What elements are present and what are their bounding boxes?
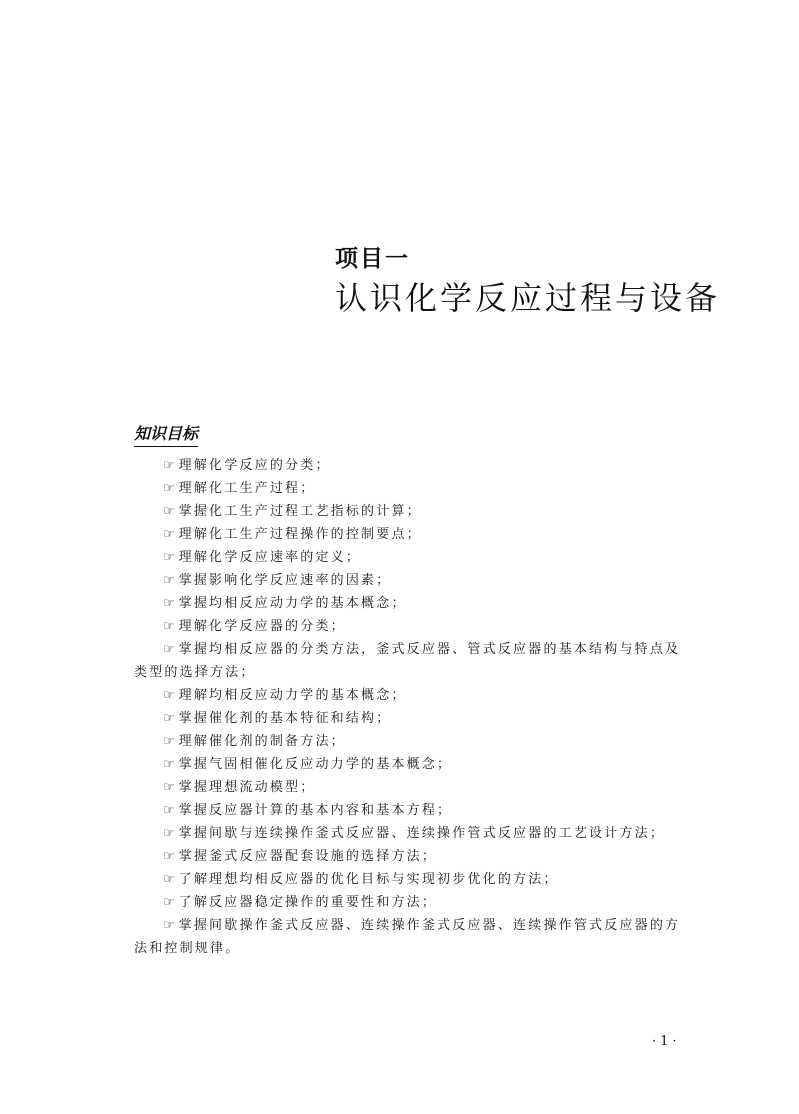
objectives-list — [134, 454, 694, 960]
pointing-hand-icon: ☞ — [163, 481, 175, 496]
objective-text: 理解均相反应动力学的基本概念； — [178, 688, 407, 703]
objective-text: 理解化工生产过程操作的控制要点； — [178, 527, 422, 542]
objective-text: 掌握间歇与连续操作釜式反应器、连续操作管式反应器的工艺设计方法； — [178, 826, 666, 841]
objective-text: 掌握影响化学反应速率的因素； — [178, 573, 392, 588]
objective-item — [134, 914, 694, 960]
objective-text: 掌握釜式反应器配套设施的选择方法； — [178, 849, 438, 864]
objective-item — [134, 730, 694, 753]
pointing-hand-icon: ☞ — [163, 849, 175, 864]
pointing-hand-icon: ☞ — [163, 458, 175, 473]
pointing-hand-icon: ☞ — [163, 642, 175, 657]
objective-text: 了解理想均相反应器的优化目标与实现初步优化的方法； — [178, 872, 559, 887]
objective-item — [134, 707, 694, 730]
objective-text: 理解化学反应器的分类； — [178, 619, 346, 634]
objective-item — [134, 638, 694, 684]
objective-item — [134, 868, 694, 891]
objective-text: 理解化工生产过程； — [178, 481, 316, 496]
objective-item — [134, 592, 694, 615]
pointing-hand-icon: ☞ — [163, 688, 175, 703]
objective-text: 掌握反应器计算的基本内容和基本方程； — [178, 803, 453, 818]
pointing-hand-icon: ☞ — [163, 550, 175, 565]
pointing-hand-icon: ☞ — [163, 780, 175, 795]
objective-item — [134, 845, 694, 868]
pointing-hand-icon: ☞ — [163, 619, 175, 634]
objective-item — [134, 753, 694, 776]
objective-item — [134, 454, 694, 477]
objective-item — [134, 684, 694, 707]
objective-text: 了解反应器稳定操作的重要性和方法； — [178, 895, 438, 910]
objective-text: 掌握化工生产过程工艺指标的计算； — [178, 504, 422, 519]
pointing-hand-icon: ☞ — [163, 895, 175, 910]
pointing-hand-icon: ☞ — [163, 826, 175, 841]
project-label: 项目一 — [335, 246, 410, 272]
pointing-hand-icon: ☞ — [163, 711, 175, 726]
pointing-hand-icon: ☞ — [163, 504, 175, 519]
pointing-hand-icon: ☞ — [163, 527, 175, 542]
project-title: 认识化学反应过程与设备 — [335, 279, 721, 317]
objective-text: 掌握气固相催化反应动力学的基本概念； — [178, 757, 453, 772]
page-number: ·1· — [652, 1034, 681, 1049]
objective-item — [134, 546, 694, 569]
pointing-hand-icon: ☞ — [163, 803, 175, 818]
pointing-hand-icon: ☞ — [163, 918, 175, 933]
objective-item — [134, 822, 694, 845]
objective-item — [134, 799, 694, 822]
objective-text: 掌握催化剂的基本特征和结构； — [178, 711, 392, 726]
objective-text: 掌握均相反应器的分类方法，釜式反应器、管式反应器的基本结构与特点及类型的选择方法； — [134, 642, 681, 680]
objective-item — [134, 523, 694, 546]
objective-item — [134, 615, 694, 638]
pointing-hand-icon: ☞ — [163, 757, 175, 772]
pointing-hand-icon: ☞ — [163, 596, 175, 611]
objective-item — [134, 477, 694, 500]
objective-item — [134, 891, 694, 914]
objective-text: 理解化学反应速率的定义； — [178, 550, 362, 565]
objective-text: 掌握间歇操作釜式反应器、连续操作釜式反应器、连续操作管式反应器的方法和控制规律。 — [134, 918, 681, 956]
pointing-hand-icon: ☞ — [163, 734, 175, 749]
section-heading-knowledge-objectives: 知识目标 — [134, 421, 198, 447]
pointing-hand-icon: ☞ — [163, 872, 175, 887]
objective-item — [134, 500, 694, 523]
pointing-hand-icon: ☞ — [163, 573, 175, 588]
objective-item — [134, 776, 694, 799]
objective-text: 理解催化剂的制备方法； — [178, 734, 346, 749]
objective-text: 掌握均相反应动力学的基本概念； — [178, 596, 407, 611]
objective-text: 掌握理想流动模型； — [178, 780, 316, 795]
objective-item — [134, 569, 694, 592]
objective-text: 理解化学反应的分类； — [178, 458, 331, 473]
